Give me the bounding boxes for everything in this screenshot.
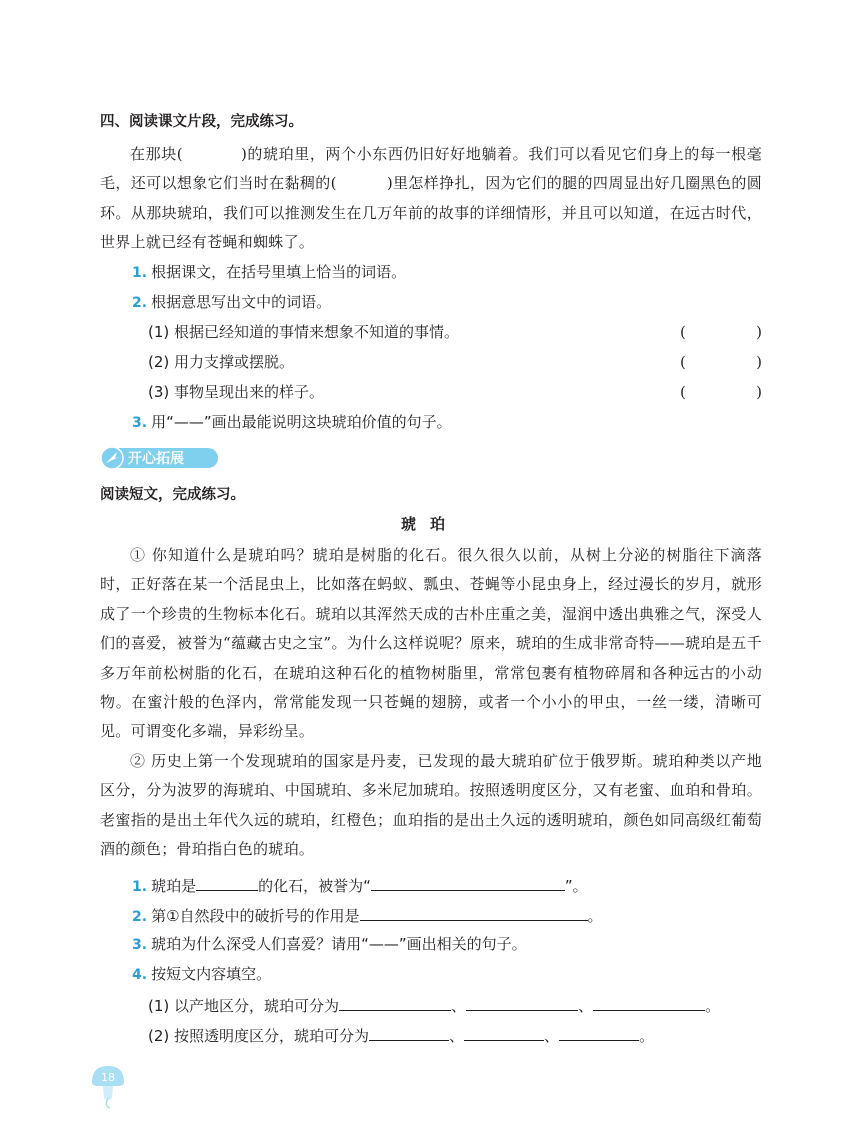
paren-open: ( — [680, 383, 686, 401]
question-number: 1. — [132, 879, 148, 895]
separator: 、 — [449, 1027, 465, 1045]
paren-close: ) — [756, 323, 762, 341]
mushroom-icon — [90, 1062, 126, 1110]
answer-blank[interactable] — [360, 904, 588, 921]
extension-badge — [100, 446, 220, 470]
question-text: 按短文内容填空。 — [151, 965, 272, 983]
page-number: 18 — [101, 1071, 115, 1084]
question-text: (2) 按照透明度区分，琥珀可分为 — [148, 1027, 370, 1045]
extension-badge-label: 开心拓展 — [128, 451, 184, 467]
answer-blank[interactable] — [369, 1024, 449, 1041]
question-text: 用“——”画出最能说明这块琥珀价值的句子。 — [151, 413, 452, 431]
excerpt-paragraph — [100, 140, 762, 258]
separator: 、 — [578, 997, 594, 1015]
paren-open: ( — [680, 323, 686, 341]
question-text: ”。 — [564, 877, 588, 895]
article-paragraph-2: ② 历史上第一个发现琥珀的国家是丹麦，已发现的最大琥珀矿位于俄罗斯。琥珀种类以产地区分，分为波罗的海琥珀、中国琥珀、多米尼加琥珀。按照透明度区分，又有老蜜、血珀和骨珀。老蜜指的是出土年代久远的琥珀，红橙色；血珀指的是出土久远的透明琥珀，颜色如同高级红葡萄酒的颜色；骨珀指白色的琥珀。 — [100, 752, 762, 859]
question-2 — [132, 292, 331, 313]
section-heading: 四、阅读课文片段，完成练习。 — [100, 114, 303, 130]
question-number: 2. — [132, 295, 148, 311]
question-2-2: (2) 用力支撑或摆脱。 — [148, 353, 295, 371]
ext-question-3 — [132, 934, 527, 955]
question-number: 1. — [132, 265, 148, 281]
paren-close: ) — [756, 383, 762, 401]
extension-badge-shape — [100, 446, 220, 470]
ext-question-4 — [132, 964, 271, 985]
article-title: 琥珀 — [400, 515, 459, 533]
ext-question-4-2 — [148, 1024, 654, 1046]
question-text: 根据课文，在括号里填上恰当的词语。 — [151, 263, 407, 281]
excerpt-text-a: 在那块( — [130, 145, 183, 163]
answer-blank[interactable] — [196, 874, 258, 891]
answer-blank[interactable] — [466, 994, 578, 1011]
extension-instruction: 阅读短文，完成练习。 — [100, 487, 245, 503]
question-number: 4. — [132, 967, 148, 983]
question-2-1: (1) 根据已经知道的事情来想象不知道的事情。 — [148, 323, 460, 341]
question-text: 琥珀为什么深受人们喜爱？请用“——”画出相关的句子。 — [151, 935, 527, 953]
answer-blank[interactable] — [559, 1024, 639, 1041]
question-text: 的化石，被誉为“ — [258, 877, 371, 895]
paren-close: ) — [756, 353, 762, 371]
answer-paren-2-1[interactable] — [680, 322, 762, 342]
question-text: 琥珀是 — [151, 877, 197, 895]
period: 。 — [639, 1027, 655, 1045]
question-1 — [132, 262, 406, 283]
answer-paren-2-3[interactable] — [680, 382, 762, 402]
question-text: (1) 以产地区分，琥珀可分为 — [148, 997, 340, 1015]
question-number: 2. — [132, 909, 148, 925]
question-number: 3. — [132, 937, 148, 953]
answer-paren-2-2[interactable] — [680, 352, 762, 372]
separator: 、 — [544, 1027, 560, 1045]
answer-blank[interactable] — [371, 874, 565, 891]
answer-blank[interactable] — [339, 994, 451, 1011]
question-text: 。 — [587, 907, 603, 925]
period: 。 — [705, 997, 721, 1015]
excerpt-text-b: )的琥珀里，两个小东西仍旧好好地躺着。我们可以看见它们身上的每一根毫毛，还可以想象它们当时在黏稠的( — [100, 145, 762, 193]
answer-blank[interactable] — [593, 994, 705, 1011]
question-2-3: (3) 事物呈现出来的样子。 — [148, 383, 325, 401]
separator: 、 — [451, 997, 467, 1015]
ext-question-4-1 — [148, 994, 720, 1016]
ext-question-1 — [132, 874, 588, 897]
page-number-badge — [90, 1062, 126, 1110]
question-text: 第①自然段中的破折号的作用是 — [151, 907, 360, 925]
question-3 — [132, 412, 452, 433]
article-paragraph-1: ① 你知道什么是琥珀吗？琥珀是树脂的化石。很久很久以前，从树上分泌的树脂往下滴落时，正好落在某一个活昆虫上，比如落在蚂蚁、瓢虫、苍蝇等小昆虫身上，经过漫长的岁月，就形成了一个珍贵的生物标本化石。琥珀以其浑然天成的古朴庄重之美，湿润中透出典雅之气，深受人们的喜爱，被誉为“蕴藏古史之宝”。为什么这样说呢？原来，琥珀的生成非常奇特——琥珀是五千多万年前松树脂的化石，在琥珀这种石化的植物树脂里，常常包裹有植物碎屑和各种远古的小动物。在蜜汁般的色泽内，常常能发现一只苍蝇的翅膀，或者一个小小的甲虫，一丝一缕，清晰可见。可谓变化多端，异彩纷呈。 — [100, 546, 762, 741]
answer-blank[interactable] — [464, 1024, 544, 1041]
paren-open: ( — [680, 353, 686, 371]
question-number: 3. — [132, 415, 148, 431]
ext-question-2 — [132, 904, 603, 927]
question-text: 根据意思写出文中的词语。 — [151, 293, 332, 311]
excerpt-text-c: )里怎样挣扎，因为它们的腿的四周显出好几圈黑色的圆环。从那块琥珀，我们可以推测发生在几万年前的故事的详细情形，并且可以知道，在远古时代，世界上就已经有苍蝇和蜘蛛了。 — [100, 174, 763, 252]
